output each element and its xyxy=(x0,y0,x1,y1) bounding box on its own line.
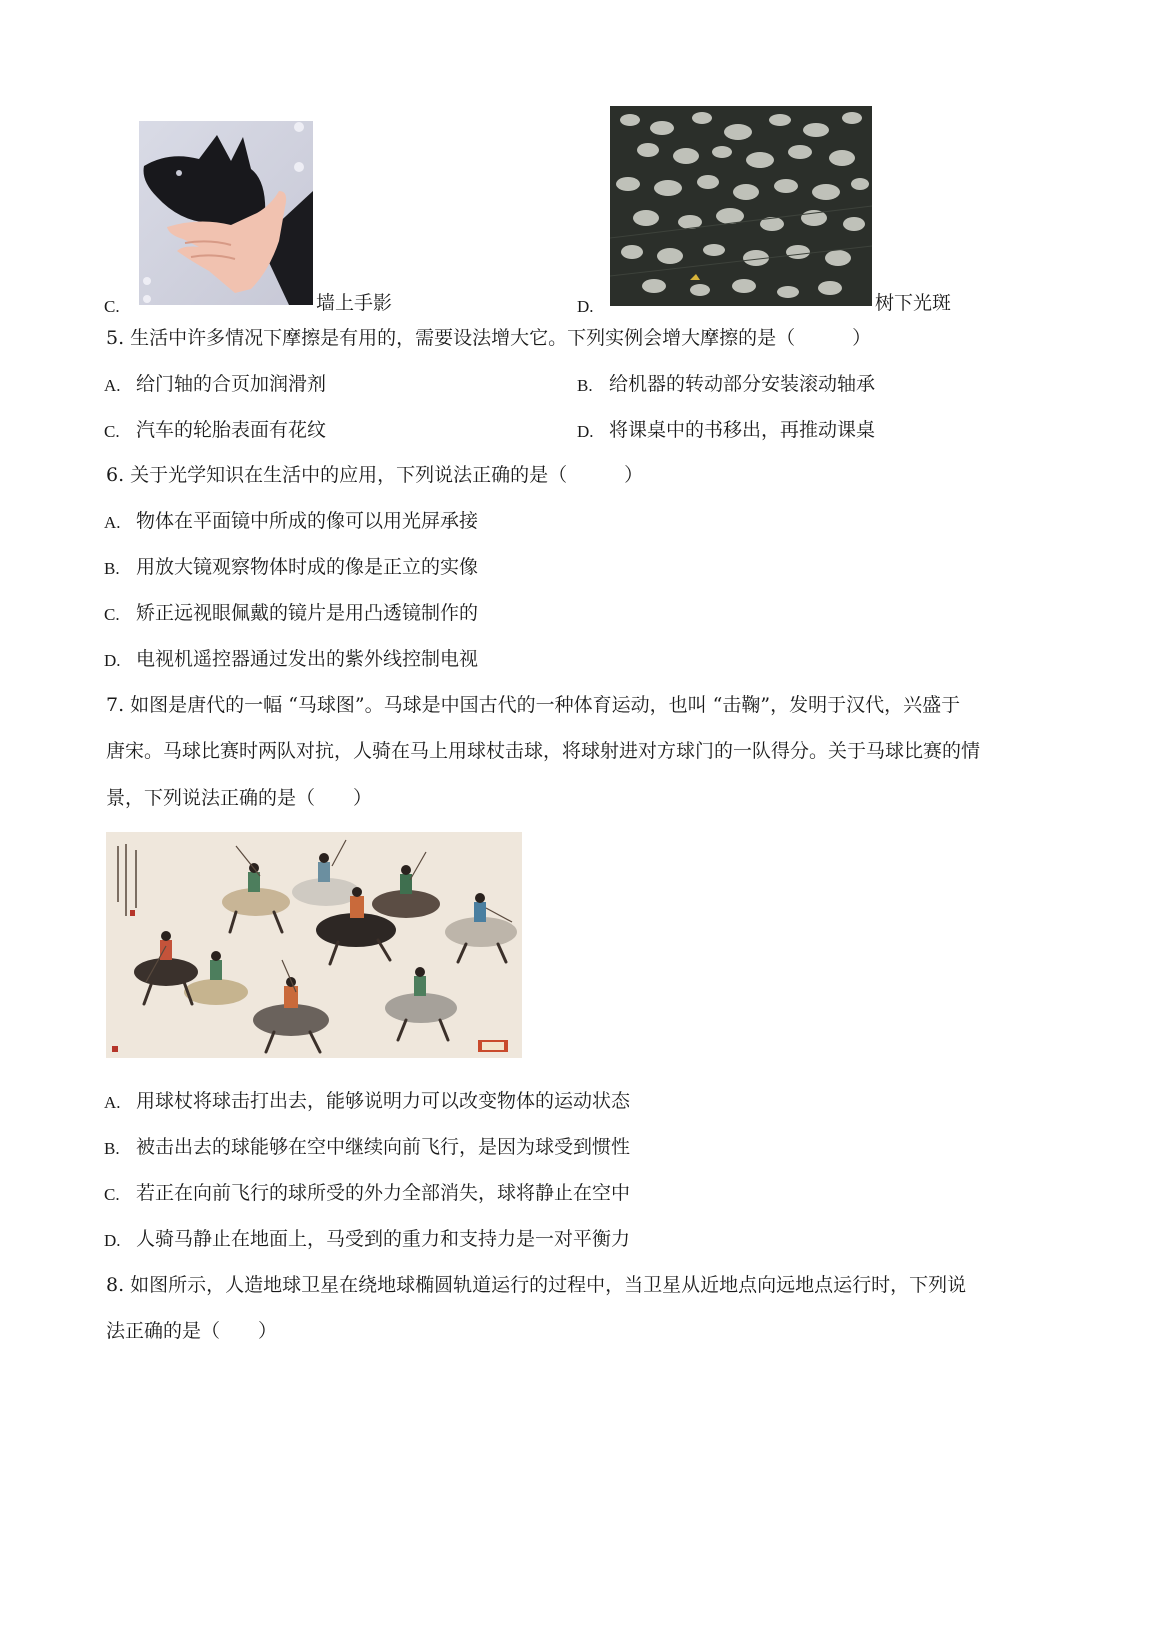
q4-option-d-letter: D. xyxy=(577,297,594,316)
q5-option-a-letter: A. xyxy=(104,376,121,395)
q4-option-c-caption: 墙上手影 xyxy=(316,292,393,314)
q6-option-b-text: 用放大镜观察物体时成的像是正立的实像 xyxy=(136,556,479,578)
q7-option-c-text: 若正在向前飞行的球所受的外力全部消失，球将静止在空中 xyxy=(136,1182,631,1204)
q7-stem-line2: 唐宋。马球比赛时两队对抗，人骑在马上用球杖击球，将球射进对方球门的一队得分。关于马球比赛的情 xyxy=(106,740,981,762)
q4-option-d-caption: 树下光斑 xyxy=(875,292,952,314)
q6-option-c-text: 矫正远视眼佩戴的镜片是用凸透镜制作的 xyxy=(136,602,479,624)
q4-option-c-letter: C. xyxy=(104,297,120,316)
q6-option-a-text: 物体在平面镜中所成的像可以用光屏承接 xyxy=(136,510,479,532)
q6-option-b-letter: B. xyxy=(104,559,120,578)
hand-shadow-photo-icon xyxy=(139,121,313,305)
q5-option-d-letter: D. xyxy=(577,422,594,441)
q6-option-c-letter: C. xyxy=(104,605,120,624)
polo-painting-icon xyxy=(106,832,522,1058)
q6-option-d-letter: D. xyxy=(104,651,121,670)
q5-stem: 5. 生活中许多情况下摩擦是有用的，需要设法增大它。下列实例会增大摩擦的是（ ） xyxy=(106,327,872,349)
q7-option-b-text: 被击出去的球能够在空中继续向前飞行，是因为球受到惯性 xyxy=(136,1136,631,1158)
q7-option-b-letter: B. xyxy=(104,1139,120,1158)
q5-option-c-text: 汽车的轮胎表面有花纹 xyxy=(136,419,327,441)
q7-stem-line1: 7. 如图是唐代的一幅 “马球图”。马球是中国古代的一种体育运动，也叫 “击鞠”，发明于汉代，兴盛于 xyxy=(106,694,961,716)
q7-stem-line3: 景，下列说法正确的是（ ） xyxy=(106,787,373,809)
q5-option-b-text: 给机器的转动部分安装滚动轴承 xyxy=(609,373,876,395)
q8-stem-line1: 8. 如图所示，人造地球卫星在绕地球椭圆轨道运行的过程中，当卫星从近地点向远地点运行时，下列说 xyxy=(106,1274,967,1296)
q5-option-a-text: 给门轴的合页加润滑剂 xyxy=(136,373,327,395)
q7-option-d-letter: D. xyxy=(104,1231,121,1250)
q5-option-d-text: 将课桌中的书移出，再推动课桌 xyxy=(609,419,876,441)
q8-stem-line2: 法正确的是（ ） xyxy=(106,1320,278,1342)
q7-option-a-letter: A. xyxy=(104,1093,121,1112)
q6-stem: 6. 关于光学知识在生活中的应用，下列说法正确的是（ ） xyxy=(106,464,644,486)
q7-option-a-text: 用球杖将球击打出去，能够说明力可以改变物体的运动状态 xyxy=(136,1090,631,1112)
q5-option-c-letter: C. xyxy=(104,422,120,441)
q7-option-c-letter: C. xyxy=(104,1185,120,1204)
q6-option-a-letter: A. xyxy=(104,513,121,532)
q7-option-d-text: 人骑马静止在地面上，马受到的重力和支持力是一对平衡力 xyxy=(136,1228,631,1250)
q6-option-d-text: 电视机遥控器通过发出的紫外线控制电视 xyxy=(136,648,479,670)
light-spots-photo-icon xyxy=(610,106,872,306)
q5-option-b-letter: B. xyxy=(577,376,593,395)
